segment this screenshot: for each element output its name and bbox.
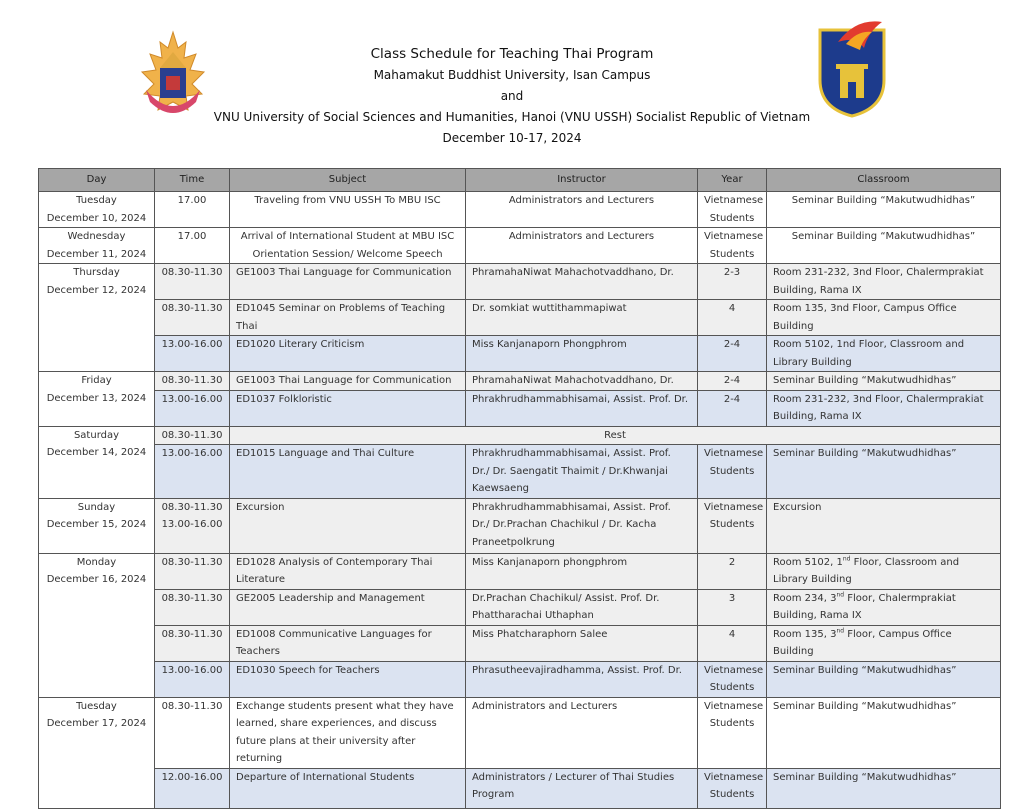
time-cell <box>155 553 230 589</box>
table-row <box>39 390 1001 426</box>
classroom-text-rest: Floor, Chalermprakiat Building, Rama IX <box>773 592 956 621</box>
classroom-superscript: nd <box>836 627 845 635</box>
day-date: December 15, 2024 <box>46 519 147 530</box>
classroom-text: Room 231-232, 3nd Floor, Chalermprakiat Building, Rama IX <box>773 267 984 296</box>
year-cell: Vietnamese Students <box>698 697 767 768</box>
column-header-year: Year <box>698 169 767 192</box>
classroom-text: Seminar Building “Makutwudhidhas” <box>773 375 957 386</box>
classroom-cell <box>767 264 1001 300</box>
instructor-cell: Phrakhrudhammabhisamai, Assist. Prof. Dr./ Dr. Saengatit Thaimit / Dr.Khwanjai Kaewsaeng <box>466 445 698 499</box>
subject-cell: Departure of International Students <box>230 768 466 808</box>
time-cell <box>155 390 230 426</box>
classroom-text: Excursion <box>773 501 822 513</box>
day-date: December 11, 2024 <box>46 248 147 260</box>
classroom-text-rest: Floor, Campus Office Building <box>773 628 952 657</box>
classroom-cell <box>767 228 1001 264</box>
classroom-text: Seminar Building “Makutwudhidhas” <box>773 771 957 783</box>
time-cell <box>155 264 230 300</box>
table-header-row <box>39 169 1001 192</box>
day-cell <box>39 697 155 808</box>
classroom-cell <box>767 625 1001 661</box>
partner-university: VNU University of Social Sciences and Humanities, Hanoi (VNU USSH) Socialist Republic of Vietnam <box>213 110 811 124</box>
subject-cell: Traveling from VNU USSH To MBU ISC <box>230 192 466 228</box>
column-header-day: Day <box>39 169 155 192</box>
instructor-cell: Miss Kanjanaporn Phongphrom <box>466 336 698 372</box>
instructor-cell: Dr.Prachan Chachikul/ Assist. Prof. Dr. Phattharachai Uthaphan <box>466 589 698 625</box>
time-cell <box>155 228 230 264</box>
subject-cell: ED1028 Analysis of Contemporary Thai Literature <box>230 553 466 589</box>
time-slot: 13.00-16.00 <box>161 664 223 676</box>
classroom-text: Seminar Building “Makutwudhidhas” <box>791 195 976 206</box>
subject-cell: ED1008 Communicative Languages for Teachers <box>230 625 466 661</box>
instructor-cell: Miss Phatcharaphorn Salee <box>466 625 698 661</box>
day-name: Thursday <box>73 267 120 278</box>
classroom-text: Seminar Building “Makutwudhidhas” <box>773 664 957 676</box>
instructor-cell: Phrakhrudhammabhisamai, Assist. Prof. Dr./ Dr.Prachan Chachikul / Dr. Kacha Praneetpolkrung <box>466 498 698 553</box>
day-date: December 14, 2024 <box>46 447 147 458</box>
classroom-text: Room 234, 3 <box>773 592 837 604</box>
time-cell <box>155 300 230 336</box>
classroom-text: Seminar Building “Makutwudhidhas” <box>791 231 976 242</box>
table-row <box>39 372 1001 391</box>
day-cell <box>39 553 155 697</box>
column-header-time: Time <box>155 169 230 192</box>
day-date: December 13, 2024 <box>46 392 147 404</box>
classroom-cell <box>767 445 1001 499</box>
time-slot: 08.30-11.30 <box>161 375 223 386</box>
time-slot: 08.30-11.30 <box>161 628 223 640</box>
instructor-cell: Administrators and Lecturers <box>466 228 698 264</box>
column-header-subject: Subject <box>230 169 466 192</box>
time-slot: 13.00-16.00 <box>161 519 223 530</box>
table-row <box>39 768 1001 808</box>
time-slot: 13.00-16.00 <box>161 339 223 350</box>
instructor-cell: PhramahaNiwat Mahachotvaddhano, Dr. <box>466 372 698 391</box>
classroom-text: Room 5102, 1 <box>773 556 843 568</box>
time-cell <box>155 697 230 768</box>
instructor-cell: Miss Kanjanaporn phongphrom <box>466 553 698 589</box>
year-cell: 2-4 <box>698 336 767 372</box>
classroom-cell <box>767 372 1001 391</box>
table-row <box>39 336 1001 372</box>
table-row <box>39 445 1001 499</box>
classroom-text: Room 135, 3nd Floor, Campus Office Building <box>773 303 957 332</box>
subject-cell: ED1015 Language and Thai Culture <box>230 445 466 499</box>
day-cell <box>39 192 155 228</box>
day-cell <box>39 264 155 372</box>
subject-cell: GE1003 Thai Language for Communication <box>230 372 466 391</box>
schedule-table <box>38 168 1001 809</box>
time-slot: 17.00 <box>177 195 207 206</box>
day-cell <box>39 426 155 498</box>
day-name: Friday <box>81 375 112 386</box>
document-header <box>0 44 1024 149</box>
day-name: Sunday <box>77 501 116 513</box>
year-cell: 2 <box>698 553 767 589</box>
classroom-cell <box>767 697 1001 768</box>
classroom-text: Seminar Building “Makutwudhidhas” <box>773 448 957 459</box>
time-slot: 08.30-11.30 <box>161 700 223 712</box>
table-row <box>39 589 1001 625</box>
subject-cell: Excursion <box>230 498 466 553</box>
classroom-text: Room 5102, 1nd Floor, Classroom and Library Building <box>773 339 965 368</box>
classroom-cell <box>767 661 1001 697</box>
classroom-cell <box>767 390 1001 426</box>
document-title: Class Schedule for Teaching Thai Program <box>370 46 654 62</box>
classroom-cell <box>767 768 1001 808</box>
classroom-cell <box>767 498 1001 553</box>
time-slot: 08.30-11.30 <box>161 556 223 568</box>
column-header-classroom: Classroom <box>767 169 1001 192</box>
column-header-instructor: Instructor <box>466 169 698 192</box>
day-date: December 17, 2024 <box>46 718 147 729</box>
time-slot: 12.00-16.00 <box>161 771 223 783</box>
classroom-cell <box>767 553 1001 589</box>
time-slot: 08.30-11.30 <box>161 592 223 604</box>
time-cell <box>155 768 230 808</box>
time-cell <box>155 426 230 445</box>
instructor-cell: Administrators and Lecturers <box>466 192 698 228</box>
day-name: Wednesday <box>67 231 126 242</box>
year-cell: Vietnamese Students <box>698 768 767 808</box>
table-row <box>39 228 1001 264</box>
subject-cell: GE1003 Thai Language for Communication <box>230 264 466 300</box>
classroom-cell <box>767 336 1001 372</box>
subject-cell: Arrival of International Student at MBU ISC Orientation Session/ Welcome Speech <box>230 228 466 264</box>
table-row <box>39 553 1001 589</box>
rest-cell: Rest <box>230 426 1001 445</box>
classroom-text: Room 231-232, 3nd Floor, Chalermprakiat Building, Rama IX <box>773 393 984 422</box>
conjunction: and <box>500 89 524 103</box>
classroom-cell <box>767 192 1001 228</box>
year-cell: Vietnamese Students <box>698 661 767 697</box>
year-cell: 2-3 <box>698 264 767 300</box>
subject-cell: ED1037 Folkloristic <box>230 390 466 426</box>
table-row <box>39 661 1001 697</box>
time-slot: 08.30-11.30 <box>161 267 223 278</box>
table-row <box>39 697 1001 768</box>
time-cell <box>155 192 230 228</box>
time-slot: 08.30-11.30 <box>161 303 223 314</box>
day-name: Tuesday <box>76 195 117 206</box>
day-cell <box>39 372 155 427</box>
subject-cell: Exchange students present what they have learned, share experiences, and discuss future plans at their university after returning <box>230 697 466 768</box>
table-row <box>39 625 1001 661</box>
classroom-cell <box>767 300 1001 336</box>
subject-cell: GE2005 Leadership and Management <box>230 589 466 625</box>
time-cell <box>155 336 230 372</box>
host-university: Mahamakut Buddhist University, Isan Campus <box>373 68 651 82</box>
instructor-cell: Administrators and Lecturers <box>466 697 698 768</box>
classroom-superscript: nd <box>836 591 845 599</box>
year-cell: 4 <box>698 300 767 336</box>
table-row <box>39 300 1001 336</box>
year-cell: Vietnamese Students <box>698 445 767 499</box>
time-cell <box>155 625 230 661</box>
time-cell <box>155 372 230 391</box>
subject-cell: ED1020 Literary Criticism <box>230 336 466 372</box>
year-cell: Vietnamese Students <box>698 228 767 264</box>
instructor-cell: Phrakhrudhammabhisamai, Assist. Prof. Dr. <box>466 390 698 426</box>
time-cell <box>155 445 230 499</box>
time-slot: 13.00-16.00 <box>161 448 223 459</box>
instructor-cell: Dr. somkiat wuttithammapiwat <box>466 300 698 336</box>
year-cell: Vietnamese Students <box>698 192 767 228</box>
time-cell <box>155 589 230 625</box>
subject-cell: ED1030 Speech for Teachers <box>230 661 466 697</box>
table-row <box>39 264 1001 300</box>
table-row <box>39 498 1001 553</box>
table-row <box>39 426 1001 445</box>
time-cell <box>155 661 230 697</box>
day-cell <box>39 498 155 553</box>
table-body <box>39 192 1001 809</box>
day-date: December 10, 2024 <box>46 212 147 224</box>
instructor-cell: Administrators / Lecturer of Thai Studies Program <box>466 768 698 808</box>
classroom-text: Seminar Building “Makutwudhidhas” <box>773 700 957 712</box>
time-cell <box>155 498 230 553</box>
day-cell <box>39 228 155 264</box>
classroom-text: Room 135, 3 <box>773 628 837 640</box>
day-name: Monday <box>76 556 117 568</box>
day-name: Saturday <box>73 429 120 441</box>
classroom-superscript: nd <box>842 555 851 563</box>
table-row <box>39 192 1001 228</box>
day-name: Tuesday <box>76 700 117 712</box>
time-slot: 08.30-11.30 <box>161 501 223 513</box>
year-cell: 2-4 <box>698 372 767 391</box>
day-date: December 12, 2024 <box>46 284 147 296</box>
year-cell: 3 <box>698 589 767 625</box>
year-cell: 4 <box>698 625 767 661</box>
day-date: December 16, 2024 <box>46 574 147 585</box>
subject-cell: ED1045 Seminar on Problems of Teaching Thai <box>230 300 466 336</box>
year-cell: 2-4 <box>698 390 767 426</box>
year-cell: Vietnamese Students <box>698 498 767 553</box>
time-slot: 17.00 <box>177 231 207 242</box>
date-range: December 10-17, 2024 <box>442 131 582 145</box>
instructor-cell: PhramahaNiwat Mahachotvaddhano, Dr. <box>466 264 698 300</box>
time-slot: 08.30-11.30 <box>161 429 223 441</box>
classroom-cell <box>767 589 1001 625</box>
time-slot: 13.00-16.00 <box>161 393 223 405</box>
instructor-cell: Phrasutheevajiradhamma, Assist. Prof. Dr. <box>466 661 698 697</box>
classroom-text-rest: Floor, Classroom and Library Building <box>773 556 960 585</box>
